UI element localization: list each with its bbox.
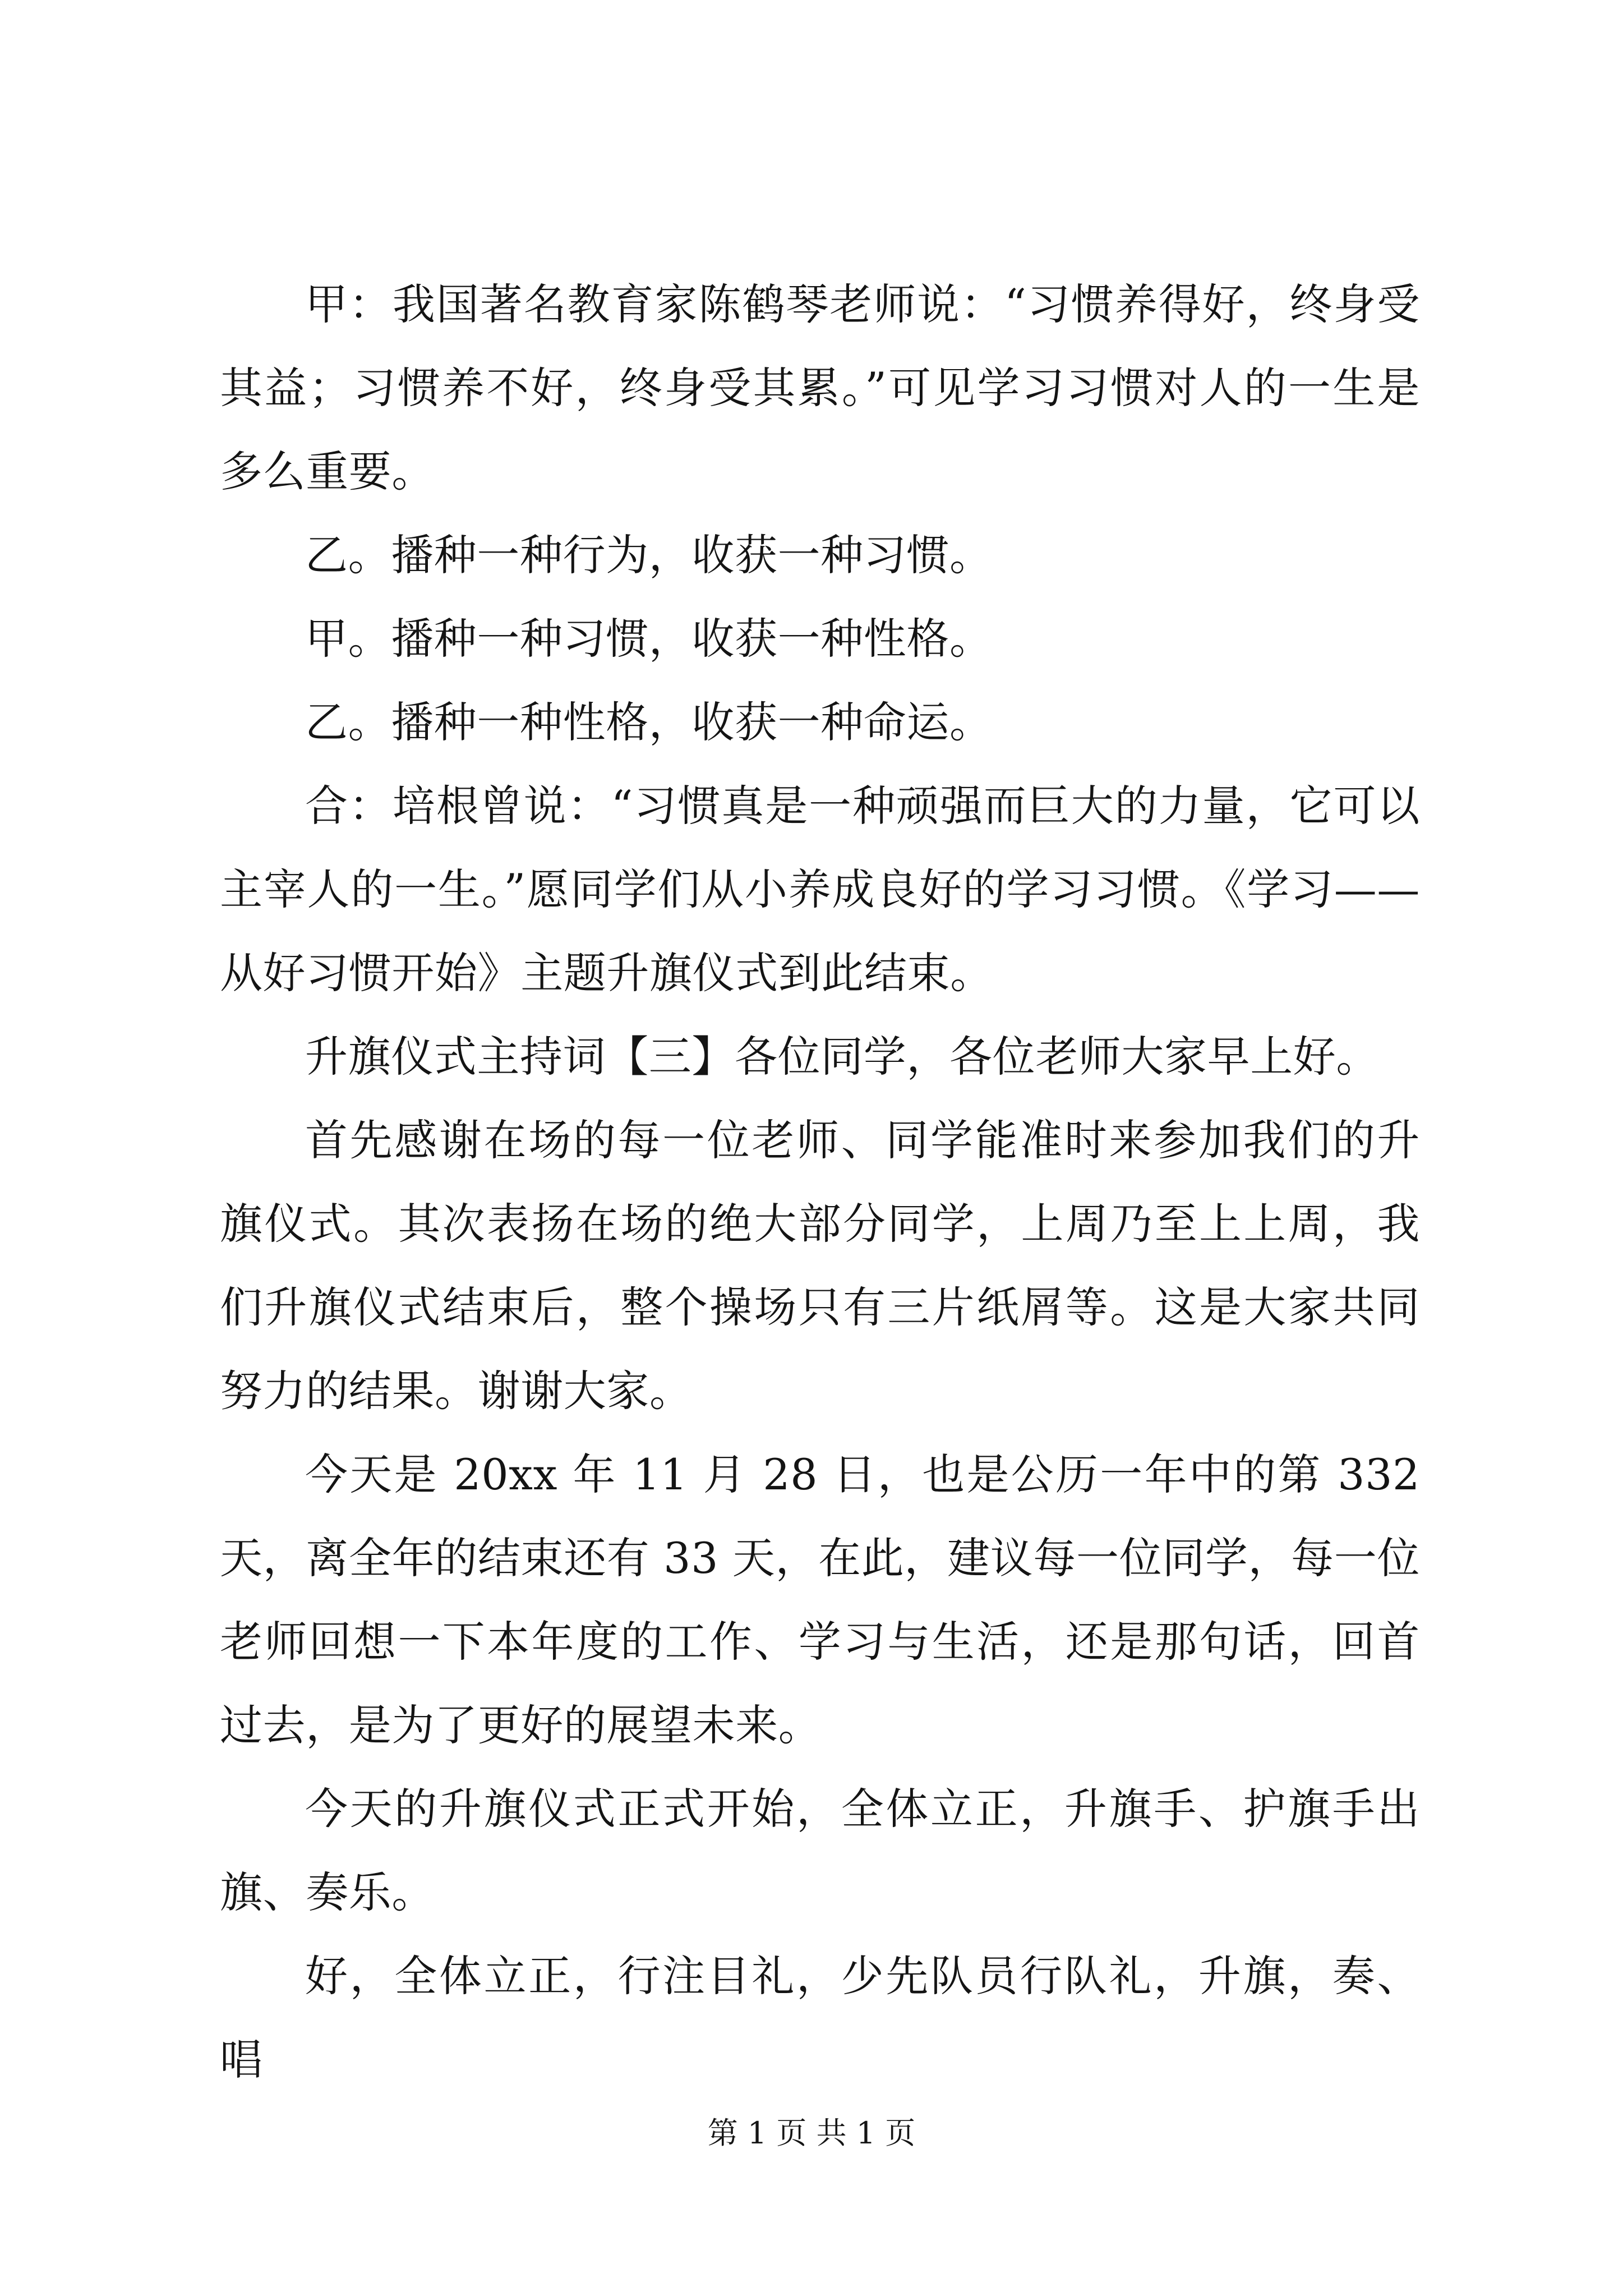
paragraph: 乙。播种一种行为，收获一种习惯。 xyxy=(305,530,993,580)
paragraph: 好，全体立正，行注目礼，少先队员行队礼，升旗，奏、唱 xyxy=(220,1951,1420,2085)
paragraph: 升旗仪式主持词【三】各位同学，各位老师大家早上好。 xyxy=(305,1032,1379,1082)
paragraph: 甲。播种一种习惯，收获一种性格。 xyxy=(305,614,993,664)
paragraph: 首先感谢在场的每一位老师、同学能准时来参加我们的升旗仪式。其次表扬在场的绝大部分同学，上周乃至上上周，我们升旗仪式结束后，整个操场只有三片纸屑等。这是大家共同努力的结果。谢谢大家。 xyxy=(220,1115,1420,1416)
paragraph: 今天是 20xx 年 11 月 28 日，也是公历一年中的第 332 天，离全年的结束还有 33 天，在此，建议每一位同学，每一位老师回想一下本年度的工作、学习与生活，还是那句话，回首过去，是为了更好的展望未来。 xyxy=(220,1450,1420,1750)
paragraph: 今天的升旗仪式正式开始，全体立正，升旗手、护旗手出旗、奏乐。 xyxy=(220,1784,1420,1917)
document-body xyxy=(220,263,1420,2101)
page-number-footer: 第 1 页 共 1 页 xyxy=(707,2115,916,2151)
paragraph: 甲：我国著名教育家陈鹤琴老师说：“习惯养得好，终身受其益；习惯养不好，终身受其累。”可见学习习惯对人的一生是多么重要。 xyxy=(220,279,1420,496)
paragraph: 合：培根曾说：“习惯真是一种顽强而巨大的力量，它可以主宰人的一生。”愿同学们从小养成良好的学习习惯。《学习——从好习惯开始》主题升旗仪式到此结束。 xyxy=(220,781,1420,998)
paragraph: 乙。播种一种性格，收获一种命运。 xyxy=(305,697,993,747)
